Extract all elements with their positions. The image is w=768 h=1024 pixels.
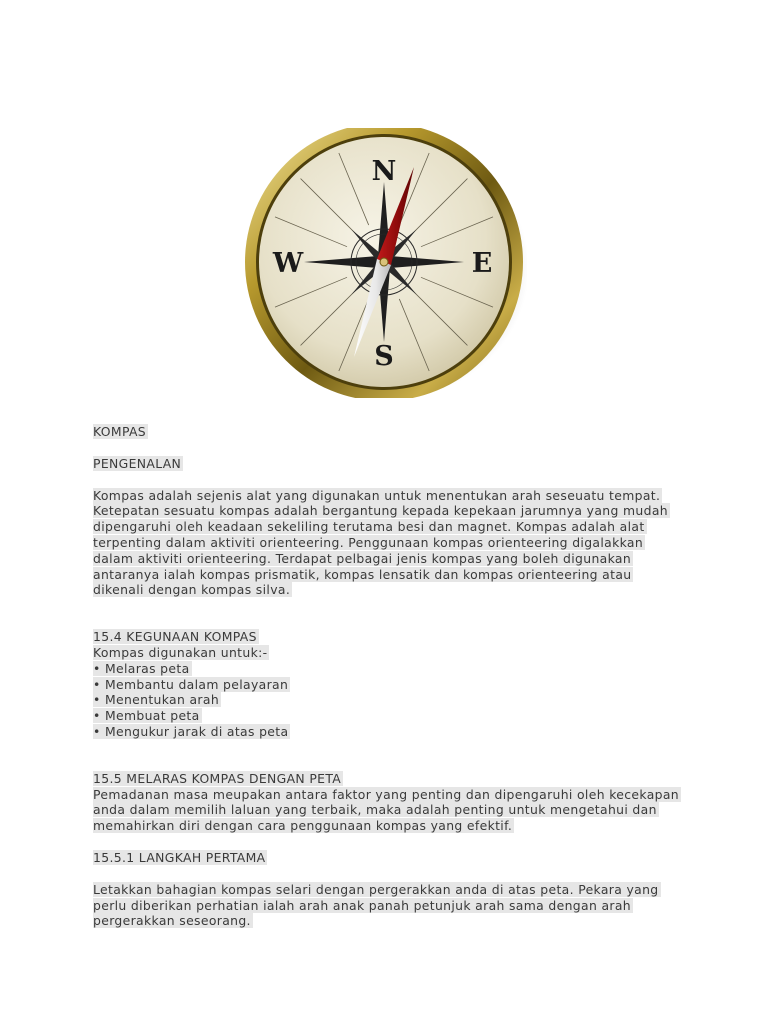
intro-line: Ketepatan sesuatu kompas adalah bergantung kepada kepekaan jarumnya yang mudah [93, 503, 668, 519]
intro-line: dipengaruhi oleh keadaan sekeliling terutama besi dan magnet. Kompas adalah alat [93, 519, 645, 535]
intro-line: terpenting dalam aktiviti orienteering. Penggunaan kompas orienteering digalakkan [93, 534, 644, 550]
compass-letter-w: W [272, 248, 304, 279]
list-item: • Mengukur jarak di atas peta [93, 723, 289, 739]
intro-paragraph [93, 488, 693, 599]
adjust-heading: 15.5 MELARAS KOMPAS DENGAN PETA [93, 770, 342, 786]
uses-list [93, 661, 693, 740]
intro-line: Kompas adalah sejenis alat yang digunakan untuk menentukan arah seseuatu tempat. [93, 487, 661, 503]
step1-line: pergerakkan seseorang. [93, 913, 251, 929]
doc-title: KOMPAS [93, 424, 147, 439]
step1-line: perlu diberikan perhatian ialah arah anak panah petunjuk arah sama dengan arah [93, 897, 631, 913]
intro-line: dalam aktiviti orienteering. Terdapat pelbagai jenis kompas yang boleh digunakan [93, 550, 632, 566]
compass-letter-e: E [471, 248, 493, 279]
adjust-paragraph [93, 787, 693, 834]
list-item: • Membuat peta [93, 708, 200, 724]
intro-line: antaranya ialah kompas prismatik, kompas lensatik dan kompas orienteering atau [93, 566, 632, 582]
step1-heading: 15.5.1 LANGKAH PERTAMA [93, 849, 266, 865]
adjust-line: Pemadanan masa meupakan antara faktor yang penting dan dipengaruhi oleh kecekapan [93, 786, 679, 802]
step1-paragraph [93, 882, 693, 929]
compass-image [243, 128, 527, 398]
list-item: • Membantu dalam pelayaran [93, 676, 289, 692]
adjust-line: memahirkan diri dengan cara penggunaan kompas yang efektif. [93, 818, 513, 834]
document-body [93, 424, 693, 929]
uses-heading: 15.4 KEGUNAAN KOMPAS [93, 629, 257, 645]
intro-line: dikenali dengan kompas silva. [93, 582, 291, 598]
list-item: • Melaras peta [93, 660, 190, 676]
compass-letter-n: N [371, 156, 397, 187]
compass-letter-s: S [374, 341, 394, 372]
step1-line: Letakkan bahagian kompas selari dengan pergerakkan anda di atas peta. Pekara yang [93, 881, 659, 897]
intro-heading: PENGENALAN [93, 455, 182, 471]
compass-icon [243, 128, 527, 398]
uses-lead: Kompas digunakan untuk:- [93, 644, 268, 660]
list-item: • Menentukan arah [93, 692, 220, 708]
adjust-line: anda dalam memilih laluan yang terbaik, maka adalah penting untuk mengetahui dan [93, 802, 657, 818]
